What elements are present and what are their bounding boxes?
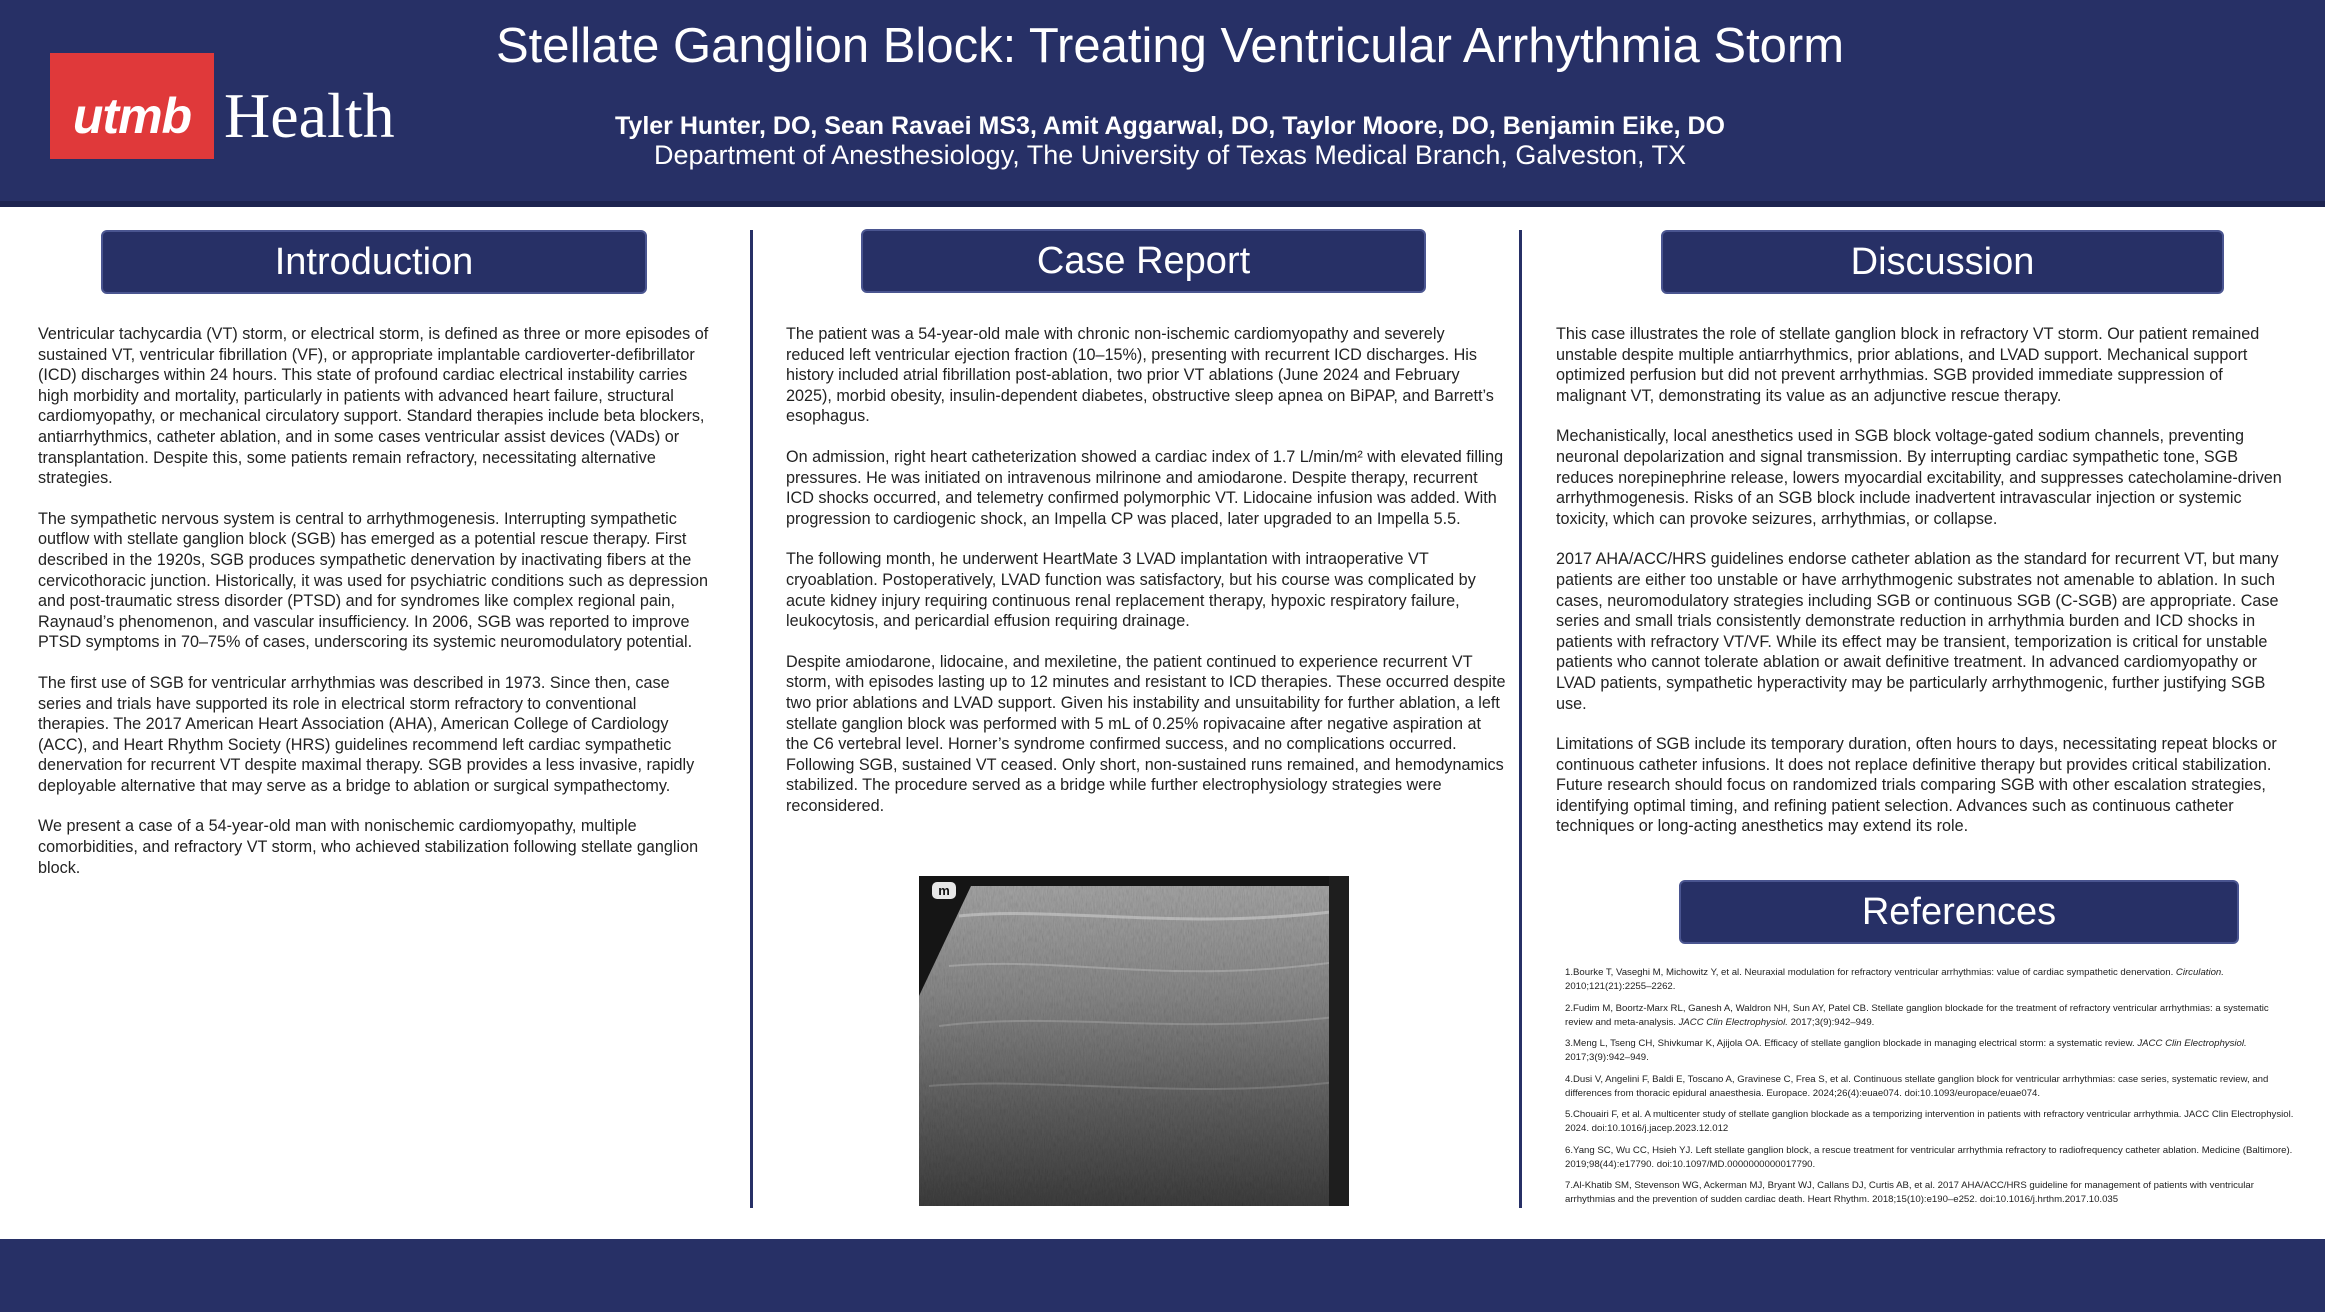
case-report-paragraph: The following month, he underwent HeartMate 3 LVAD implantation with intraoperative VT cryoablation. Postoperatively, LVAD function was satisfactory, but his course was complicated by acute kidney injury requiring continuous renal replacement therapy, hypoxic respiratory failure, leukocytosis, and pericardial effusion requiring drainage. [786, 550, 1476, 631]
reference-item: 6.Yang SC, Wu CC, Hsieh YJ. Left stellate ganglion block, a rescue treatment for ventricular arrhythmia refractory to radiofrequency catheter ablation. Medicine (Baltimore). 2019;98(44):e17790. doi:10.1097/MD.0000000000017790. [1565, 1144, 2293, 1170]
case-report-paragraph: On admission, right heart catheterization showed a cardiac index of 1.7 L/min/m² with elevated filling pressures. He was initiated on intravenous milrinone and amiodarone. Despite therapy, recurrent ICD shocks occurred, and telemetry confirmed polymorphic VT. Lidocaine infusion was added. With progression to cardiogenic shock, an Impella CP was placed, later upgraded to an Impella 5.5. [786, 447, 1504, 528]
ultrasound-image [919, 876, 1349, 1206]
utmb-logo [50, 53, 214, 159]
introduction-body [38, 324, 710, 898]
logo-brand-text: utmb [72, 88, 192, 144]
discussion-heading: Discussion [1661, 230, 2224, 294]
introduction-heading: Introduction [101, 230, 647, 294]
case-report-body [786, 324, 1506, 836]
discussion-paragraph: This case illustrates the role of stellate ganglion block in refractory VT storm. Our patient remained unstable despite multiple antiarrhythmics, prior ablations, and LVAD support. Mechanical support optimized perfusion but did not prevent arrhythmias. SGB provided immediate suppression of malignant VT, demonstrating its value as an adjunctive rescue therapy. [1556, 325, 2260, 405]
reference-item: 7.Al-Khatib SM, Stevenson WG, Ackerman MJ, Bryant WJ, Callans DJ, Curtis AB, et al. 2017 AHA/ACC/HRS guideline for management of patients with ventricular arrhythmias and the prevention of sudden cardiac death. Heart Rhythm. 2018;15(10):e190–e252. doi:10.1016/j.hrthm.2017.10.035 [1565, 1180, 2254, 1205]
reference-item: 5.Chouairi F, et al. A multicenter study of stellate ganglion blockade as a temporizing intervention in patients with refractory ventricular arrhythmia. JACC Clin Electrophysiol. 2024. doi:10.1016/j.jacep.2023.12.012 [1565, 1109, 2294, 1134]
logo-health-text: Health [224, 80, 395, 151]
reference-item: 1.Bourke T, Vaseghi M, Michowitz Y, et al. Neuraxial modulation for refractory ventricular arrhythmias: value of cardiac sympathetic denervation. Circulation. 2010;121(21):2255–2262. [1565, 967, 2224, 992]
poster-header [0, 0, 2325, 207]
reference-item: 3.Meng L, Tseng CH, Shivkumar K, Ajijola OA. Efficacy of stellate ganglion blockade in managing electrical storm: a systematic review. JACC Clin Electrophysiol. 2017;3(9):942–949. [1565, 1038, 2247, 1063]
poster-title: Stellate Ganglion Block: Treating Ventricular Arrhythmia Storm [495, 19, 1845, 73]
case-report-heading: Case Report [861, 229, 1426, 293]
case-report-paragraph: The patient was a 54-year-old male with chronic non-ischemic cardiomyopathy and severely reduced left ventricular ejection fraction (10–15%), presenting with recurrent ICD discharges. His history included atrial fibrillation post-ablation, two prior VT ablations (June 2024 and February 2025), morbid obesity, insulin-dependent diabetes, obstructive sleep apnea on BiPAP, and Barrett’s esophagus. [786, 325, 1494, 426]
column-divider-right [1519, 230, 1522, 1208]
discussion-paragraph: Limitations of SGB include its temporary duration, often hours to days, necessitating repeat blocks or continuous catheter infusions. It does not replace definitive therapy but provides critical stabilization. Future research should focus on randomized trials comparing SGB with other escalation strategies, identifying optimal timing, and refining patient selection. Advances such as continuous catheter techniques or long-acting anesthetics may extend its role. [1556, 735, 2277, 836]
introduction-paragraph: Ventricular tachycardia (VT) storm, or electrical storm, is defined as three or more episodes of sustained VT, ventricular fibrillation (VF), or appropriate implantable cardioverter-defibrillator (ICD) discharges within 24 hours. This state of profound cardiac electrical instability carries high morbidity and mortality, particularly in patients with advanced heart failure, structural cardiomyopathy, or mechanical circulatory support. Standard therapies include beta blockers, antiarrhythmics, catheter ablation, and in some cases ventricular assist devices (VADs) or transplantation. Despite this, some patients remain refractory, necessitating alternative strategies. [38, 325, 709, 488]
header-divider [0, 201, 2325, 207]
ultrasound-scan-graphic [919, 876, 1349, 1206]
discussion-paragraph: 2017 AHA/ACC/HRS guidelines endorse catheter ablation as the standard for recurrent VT, but many patients are either too unstable or have arrhythmogenic substrates not amenable to ablation. In such cases, neuromodulatory strategies including SGB or continuous SGB (C-SGB) are appropriate. Case series and small trials consistently demonstrate reduction in arrhythmia burden and ICD shocks in patients with refractory VT/VF. While its effect may be transient, temporization is critical for unstable patients who cannot tolerate ablation or await definitive treatment. In advanced cardiomyopathy or LVAD patients, sympathetic hyperactivity may be particularly arrhythmogenic, further justifying SGB use. [1556, 550, 2279, 713]
references-heading: References [1679, 880, 2239, 944]
introduction-paragraph: The sympathetic nervous system is central to arrhythmogenesis. Interrupting sympathetic outflow with stellate ganglion block (SGB) has emerged as a potential rescue therapy. First described in the 1920s, SGB produces sympathetic denervation by inactivating fibers at the cervicothoracic junction. Historically, it was used for psychiatric conditions such as depression and post-traumatic stress disorder (PTSD) and for syndromes like complex regional pain, Raynaud’s phenomenon, and vascular insufficiency. In 2006, SGB was reported to improve PTSD symptoms in 70–75% of cases, underscoring its systemic neuromodulatory potential. [38, 509, 708, 652]
case-report-paragraph: Following SGB, sustained VT ceased. Only short, non-sustained runs remained, and hemodynamics stabilized. The procedure served as a bridge while further electrophysiology strategies were reconsidered. [786, 755, 1504, 815]
discussion-paragraph: Mechanistically, local anesthetics used in SGB block voltage-gated sodium channels, preventing neuronal depolarization and signal transmission. By interrupting cardiac sympathetic tone, SGB reduces norepinephrine release, lowers myocardial excitability, and suppresses catecholamine-driven arrhythmogenesis. Risks of an SGB block include inadvertent intravascular injection or systemic toxicity, which can provoke seizures, arrhythmias, or collapse. [1556, 427, 2282, 528]
discussion-body [1556, 324, 2283, 857]
introduction-paragraph: The first use of SGB for ventricular arrhythmias was described in 1973. Since then, case series and trials have supported its role in electrical storm refractory to conventional therapies. The 2017 American Heart Association (AHA), American College of Cardiology (ACC), and Heart Rhythm Society (HRS) guidelines recommend left cardiac sympathetic denervation for recurrent VT despite maximal therapy. SGB provides a less invasive, rapidly deployable alternative that may serve as a bridge to ablation or surgical sympathectomy. [38, 673, 695, 795]
case-report-paragraph: Despite amiodarone, lidocaine, and mexiletine, the patient continued to experience recurrent VT storm, with episodes lasting up to 12 minutes and resistant to ICD therapies. These occurred despite two prior ablations and LVAD support. Given his instability and unsuitability for further ablation, a left stellate ganglion block was performed with 5 mL of 0.25% ropivacaine after negative aspiration at the C6 vertebral level. Horner’s syndrome confirmed success, and no complications occurred. [786, 652, 1506, 754]
poster-footer [0, 1239, 2325, 1312]
ultrasound-logo-badge: m [932, 882, 956, 899]
reference-item: 2.Fudim M, Boortz-Marx RL, Ganesh A, Waldron NH, Sun AY, Patel CB. Stellate ganglion blockade for the treatment of refractory ventricular arrhythmias: a systematic review and meta-analysis. JACC Clin Electrophysiol. 2017;3(9):942–949. [1565, 1002, 2269, 1028]
references-list [1565, 966, 2295, 1215]
poster-authors: Tyler Hunter, DO, Sean Ravaei MS3, Amit Aggarwal, DO, Taylor Moore, DO, Benjamin Eike, DO [615, 112, 1725, 140]
reference-item: 4.Dusi V, Angelini F, Baldi E, Toscano A, Gravinese C, Frea S, et al. Continuous stellate ganglion block for ventricular arrhythmias: case series, systematic review, and differences from thoracic epidural anaesthesia. Europace. 2024;26(4):euae074. doi:10.1093/europace/euae074. [1565, 1073, 2269, 1099]
column-divider-left [750, 230, 753, 1208]
introduction-paragraph: We present a case of a 54-year-old man with nonischemic cardiomyopathy, multiple comorbidities, and refractory VT storm, who achieved stabilization following stellate ganglion block. [38, 817, 699, 877]
poster-affiliation: Department of Anesthesiology, The University of Texas Medical Branch, Galveston, TX [653, 140, 1686, 170]
